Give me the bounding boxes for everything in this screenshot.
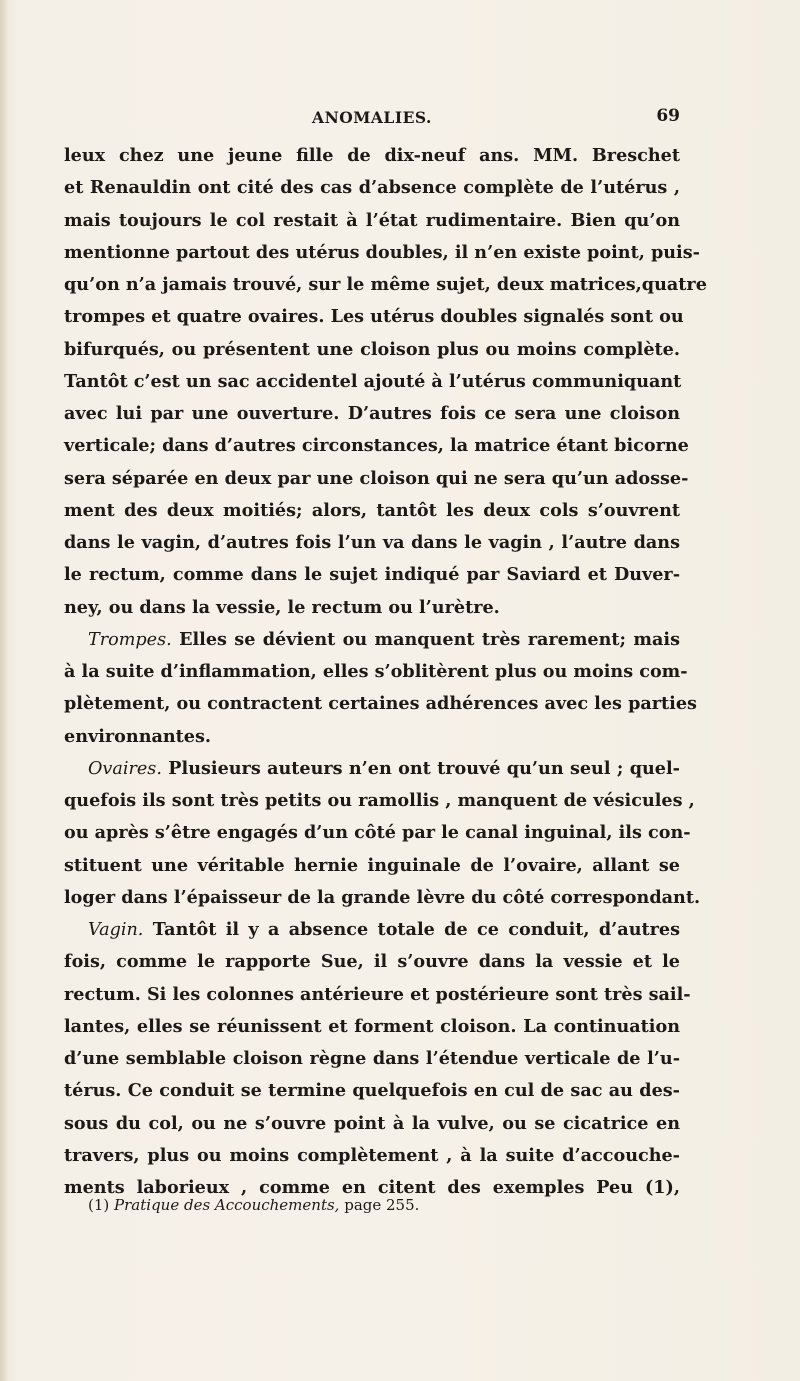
text-line: ment des deux moitiés; alors, tantôt les deux cols s’ouvrent — [64, 499, 680, 521]
footnote-rest: page 255. — [344, 1196, 420, 1214]
text-line: ou après s’être engagés d’un côté par le canal inguinal, ils con- — [64, 822, 691, 844]
text-line: ney, ou dans la vessie, le rectum ou l’urètre. — [64, 596, 500, 618]
text-line: quefois ils sont très petits ou ramollis , manquent de vésicules , — [64, 790, 695, 811]
paragraph-first-line — [64, 914, 680, 946]
text-line: rectum. Si les colonnes antérieure et postérieure sont très sail- — [64, 983, 691, 1005]
text-line: mentionne partout des utérus doubles, il n’en existe point, puis- — [64, 241, 700, 263]
text-line: le rectum, comme dans le sujet indiqué par Saviard et Duver- — [64, 564, 680, 586]
running-head: ANOMALIES. — [312, 108, 432, 127]
section-heading-trompes: Trompes. — [88, 629, 172, 650]
text-run: Plusieurs auteurs n’en ont trouvé qu’un seul ; quel- — [168, 757, 680, 779]
text-line: sous du col, ou ne s’ouvre point à la vulve, ou se cicatrice en — [64, 1112, 680, 1134]
footnote — [88, 1196, 648, 1214]
section-heading-ovaires: Ovaires. — [88, 758, 162, 779]
text-line: trompes et quatre ovaires. Les utérus doubles signalés sont ou — [64, 306, 684, 328]
paragraph-first-line — [64, 753, 680, 785]
footnote-title: Pratique des Accouchements, — [114, 1196, 340, 1214]
text-line: verticale; dans d’autres circonstances, la matrice étant bicorne — [64, 435, 689, 457]
text-line: et Renauldin ont cité des cas d’absence complète de l’utérus , — [64, 177, 680, 199]
text-line: avec lui par une ouverture. D’autres fois ce sera une cloison — [64, 403, 680, 424]
section-heading-vagin: Vagin. — [88, 920, 144, 940]
page-binding-edge — [0, 0, 8, 1381]
text-run: Elles se dévient ou manquent très rarement; mais — [179, 628, 680, 650]
footnote-marker: (1) — [88, 1196, 110, 1214]
text-line: fois, comme le rapporte Sue, il s’ouvre dans la vessie et le — [64, 951, 680, 973]
page-number: 69 — [656, 106, 680, 126]
text-line: d’une semblable cloison règne dans l’étendue verticale de l’u- — [64, 1048, 680, 1069]
text-line: leux chez une jeune fille de dix-neuf ans. MM. Breschet — [64, 145, 680, 166]
text-line: travers, plus ou moins complètement , à la suite d’accouche- — [64, 1144, 680, 1166]
text-line: plètement, ou contractent certaines adhérences avec les parties — [64, 693, 697, 715]
text-line: environnantes. — [64, 725, 212, 747]
text-line: sera séparée en deux par une cloison qui ne sera qu’un adosse- — [64, 467, 689, 489]
text-line: stituent une véritable hernie inguinale de l’ovaire, allant se — [64, 854, 680, 876]
page-body — [64, 140, 707, 1204]
text-line: à la suite d’inflammation, elles s’oblitèrent plus ou moins com- — [64, 661, 688, 682]
text-line: Tantôt c’est un sac accidentel ajouté à l’utérus communiquant — [64, 370, 682, 392]
text-line: loger dans l’épaisseur de la grande lèvre du côté correspondant. — [64, 886, 701, 908]
text-line: ments laborieux , comme en citent des exemples Peu (1), — [64, 1177, 680, 1198]
text-line: bifurqués, ou présentent une cloison plus ou moins complète. — [64, 338, 680, 360]
text-line: dans le vagin, d’autres fois l’un va dans le vagin , l’autre dans — [64, 532, 680, 553]
page-header — [64, 104, 680, 134]
text-line: térus. Ce conduit se termine quelquefois en cul de sac au des- — [64, 1080, 680, 1102]
text-line: mais toujours le col restait à l’état rudimentaire. Bien qu’on — [64, 209, 680, 231]
text-run: Tantôt il y a absence totale de ce conduit, d’autres — [152, 919, 680, 940]
paragraph-first-line — [64, 624, 680, 656]
text-line: qu’on n’a jamais trouvé, sur le même sujet, deux matrices,quatre — [64, 274, 707, 295]
text-line: lantes, elles se réunissent et forment cloison. La continuation — [64, 1015, 680, 1037]
